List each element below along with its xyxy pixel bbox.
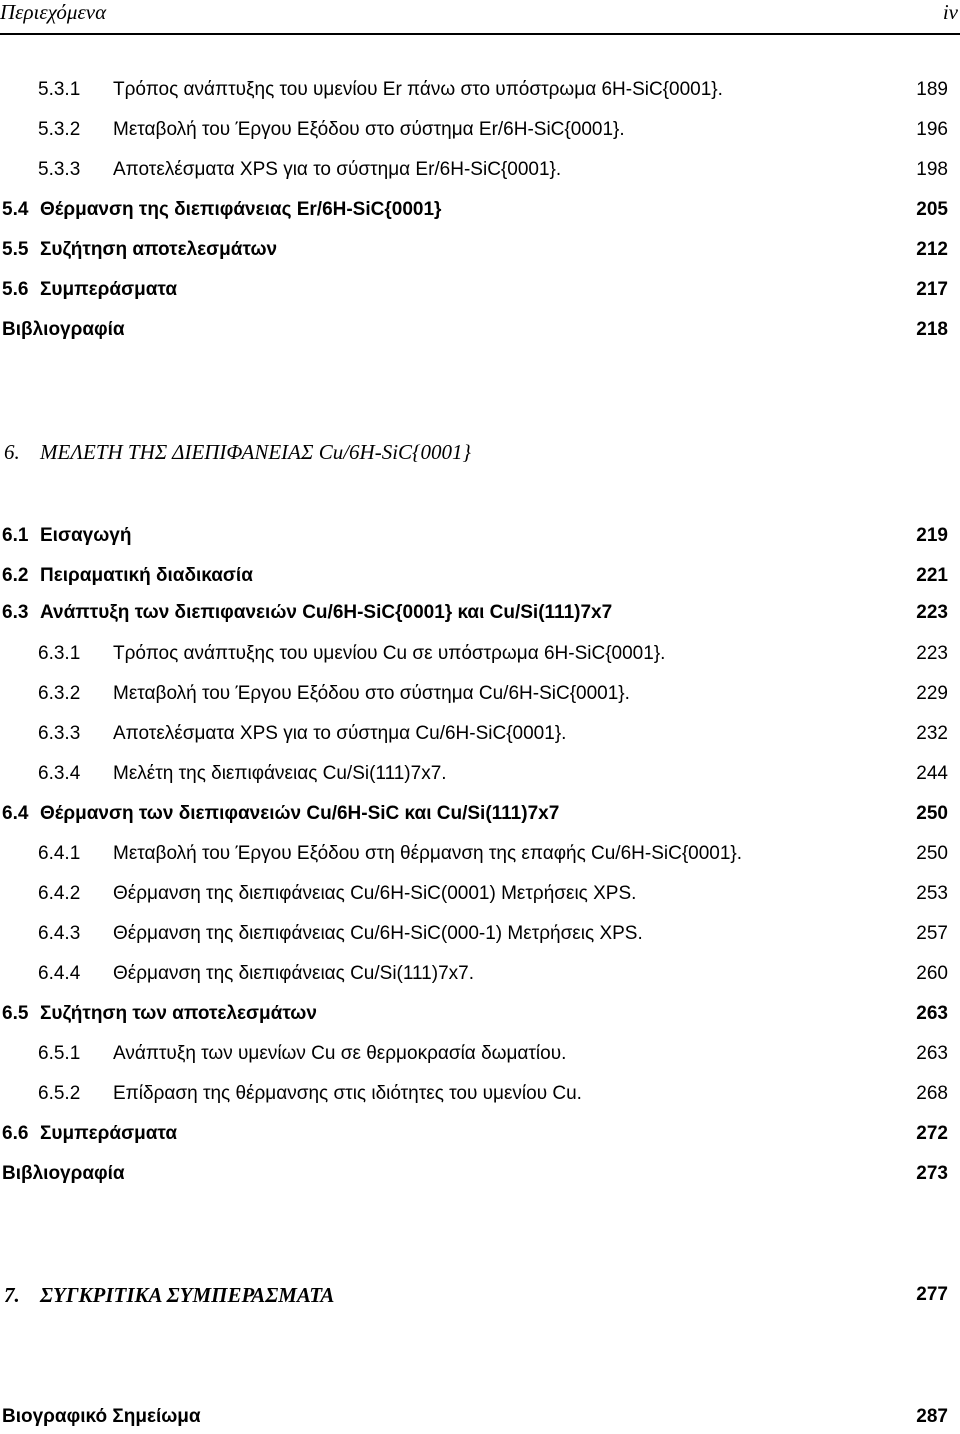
toc-entry[interactable] [0,960,948,988]
toc-entry-page: 219 [916,525,948,546]
toc-entry-title: Συζήτηση των αποτελεσμάτων [40,1003,317,1024]
running-header-title: Περιεχόμενα [0,0,107,24]
toc-chapter-number: 6. [4,440,20,464]
toc-entry-title: Συμπεράσματα [40,279,178,300]
toc-entry-page: 273 [916,1163,948,1184]
toc-entry-page: 221 [916,565,948,586]
toc-entry-title: Μεταβολή του Έργου Εξόδου στο σύστημα Cu/6H-SiC{0001}. [113,683,630,704]
toc-entry[interactable] [0,156,948,184]
toc-entry-page: 198 [916,159,948,180]
toc-entry-title: Θέρμανση της διεπιφάνειας Cu/6H-SiC(000-1) Μετρήσεις XPS. [113,923,643,944]
toc-entry-page: 196 [916,119,948,140]
toc-entry-number: 5.3.2 [38,119,81,140]
toc-entry-number: 6.4.3 [38,923,81,944]
toc-entry[interactable] [0,880,948,908]
toc-entry-title: Ανάπτυξη των διεπιφανειών Cu/6H-SiC{0001} και Cu/Si(111)7x7 [40,602,613,623]
toc-entry-number: 5.6 [2,279,29,300]
toc-entry-page: 253 [916,883,948,904]
toc-entry-page: 189 [916,79,948,100]
toc-entry-number: 6.4.1 [38,843,81,864]
toc-entry-title: Επίδραση της θέρμανσης στις ιδιότητες του υμενίου Cu. [113,1083,582,1104]
toc-entry-page: 272 [916,1123,948,1144]
toc-entry-number: 6.4 [2,803,29,824]
toc-entry-title: Συζήτηση αποτελεσμάτων [40,239,278,260]
toc-entry-title: Θέρμανση της διεπιφάνειας Cu/Si(111)7x7. [113,963,474,984]
toc-entry-number: 6.5 [2,1003,29,1024]
toc-entry-page: 263 [916,1003,948,1024]
toc-entry-title: Θέρμανση της διεπιφάνειας Er/6H-SiC{0001} [40,199,442,220]
toc-entry-number: 6.3.2 [38,683,81,704]
toc-entry-page: 244 [916,763,948,784]
toc-entry-title: Αποτελέσματα XPS για το σύστημα Er/6H-SiC{0001}. [113,159,562,180]
toc-chapter-heading[interactable] [0,438,948,466]
toc-entry-title: Συμπεράσματα [40,1123,178,1144]
toc-entry[interactable] [0,840,948,868]
toc-entry[interactable] [0,640,948,668]
toc-entry-biography[interactable] [0,1403,948,1431]
toc-entry[interactable] [0,116,948,144]
toc-entry-page: 287 [916,1406,948,1427]
toc-entry-title: Βιογραφικό Σημείωμα [2,1406,201,1427]
toc-chapter-title: ΣΥΓΚΡΙΤΙΚΑ ΣΥΜΠΕΡΑΣΜΑΤΑ [40,1283,335,1307]
toc-entry[interactable] [0,276,948,304]
toc-entry-number: 6.3.1 [38,643,81,664]
toc-chapter-heading[interactable] [0,1281,948,1309]
toc-entry-page: 232 [916,723,948,744]
toc-entry-page: 257 [916,923,948,944]
toc-entry-page: 260 [916,963,948,984]
toc-entry-number: 6.3 [2,602,29,623]
toc-entry[interactable] [0,920,948,948]
toc-entry-title: Βιβλιογραφία [2,1163,125,1184]
toc-entry[interactable] [0,1080,948,1108]
toc-entry-title: Βιβλιογραφία [2,319,125,340]
toc-chapter-number: 7. [4,1283,20,1307]
toc-entry-number: 6.2 [2,565,29,586]
toc-entry[interactable] [0,76,948,104]
toc-entry[interactable] [0,1000,948,1028]
toc-entry-title: Θέρμανση των διεπιφανειών Cu/6H-SiC και Cu/Si(111)7x7 [40,803,560,824]
toc-entry-number: 6.1 [2,525,29,546]
toc-entry-title: Μεταβολή του Έργου Εξόδου στο σύστημα Er/6H-SiC{0001}. [113,119,625,140]
toc-entry[interactable] [0,720,948,748]
toc-entry-number: 6.3.4 [38,763,81,784]
toc-entry-page: 229 [916,683,948,704]
toc-entry-number: 5.5 [2,239,29,260]
toc-entry-title: Μελέτη της διεπιφάνειας Cu/Si(111)7x7. [113,763,447,784]
toc-entry-page: 277 [916,1284,948,1305]
toc-entry-page: 250 [916,843,948,864]
toc-entry-number: 6.5.1 [38,1043,81,1064]
toc-entry[interactable] [0,522,948,550]
toc-entry-page: 218 [916,319,948,340]
toc-entry[interactable] [0,599,948,627]
toc-entry-bibliography[interactable] [0,316,948,344]
toc-entry-page: 223 [916,643,948,664]
toc-entry[interactable] [0,236,948,264]
toc-entry-title: Θέρμανση της διεπιφάνειας Cu/6H-SiC(0001) Μετρήσεις XPS. [113,883,637,904]
toc-entry-title: Αποτελέσματα XPS για το σύστημα Cu/6H-SiC{0001}. [113,723,567,744]
toc-entry-bibliography[interactable] [0,1160,948,1188]
toc-entry-page: 205 [916,199,948,220]
toc-entry-title: Ανάπτυξη των υμενίων Cu σε θερμοκρασία δωματίου. [113,1043,567,1064]
toc-entry-page: 223 [916,602,948,623]
header-rule [0,33,960,35]
toc-entry-title: Πειραματική διαδικασία [40,565,253,586]
toc-entry-page: 268 [916,1083,948,1104]
toc-entry[interactable] [0,562,948,590]
toc-entry-page: 263 [916,1043,948,1064]
toc-entry-number: 6.5.2 [38,1083,81,1104]
toc-entry-number: 5.3.3 [38,159,81,180]
toc-entry[interactable] [0,760,948,788]
toc-entry-page: 250 [916,803,948,824]
toc-entry[interactable] [0,1120,948,1148]
toc-entry[interactable] [0,800,948,828]
toc-entry-title: Τρόπος ανάπτυξης του υμενίου Cu σε υπόστρωμα 6H-SiC{0001}. [113,643,666,664]
toc-entry[interactable] [0,1040,948,1068]
toc-entry-title: Τρόπος ανάπτυξης του υμενίου Er πάνω στο υπόστρωμα 6H-SiC{0001}. [113,79,723,100]
toc-entry-number: 6.4.2 [38,883,81,904]
toc-entry[interactable] [0,680,948,708]
toc-entry-number: 6.4.4 [38,963,81,984]
running-header-page: iv [942,0,958,24]
toc-entry-number: 5.4 [2,199,29,220]
toc-entry-number: 5.3.1 [38,79,81,100]
toc-entry-page: 217 [916,279,948,300]
toc-chapter-title: ΜΕΛΕΤΗ ΤΗΣ ΔΙΕΠΙΦΑΝΕΙΑΣ Cu/6H-SiC{0001} [40,440,471,464]
toc-entry-title: Μεταβολή του Έργου Εξόδου στη θέρμανση της επαφής Cu/6H-SiC{0001}. [113,843,743,864]
toc-entry-number: 6.3.3 [38,723,81,744]
toc-entry-page: 212 [916,239,948,260]
toc-entry-number: 6.6 [2,1123,29,1144]
toc-entry-title: Εισαγωγή [40,525,132,546]
toc-entry[interactable] [0,196,948,224]
